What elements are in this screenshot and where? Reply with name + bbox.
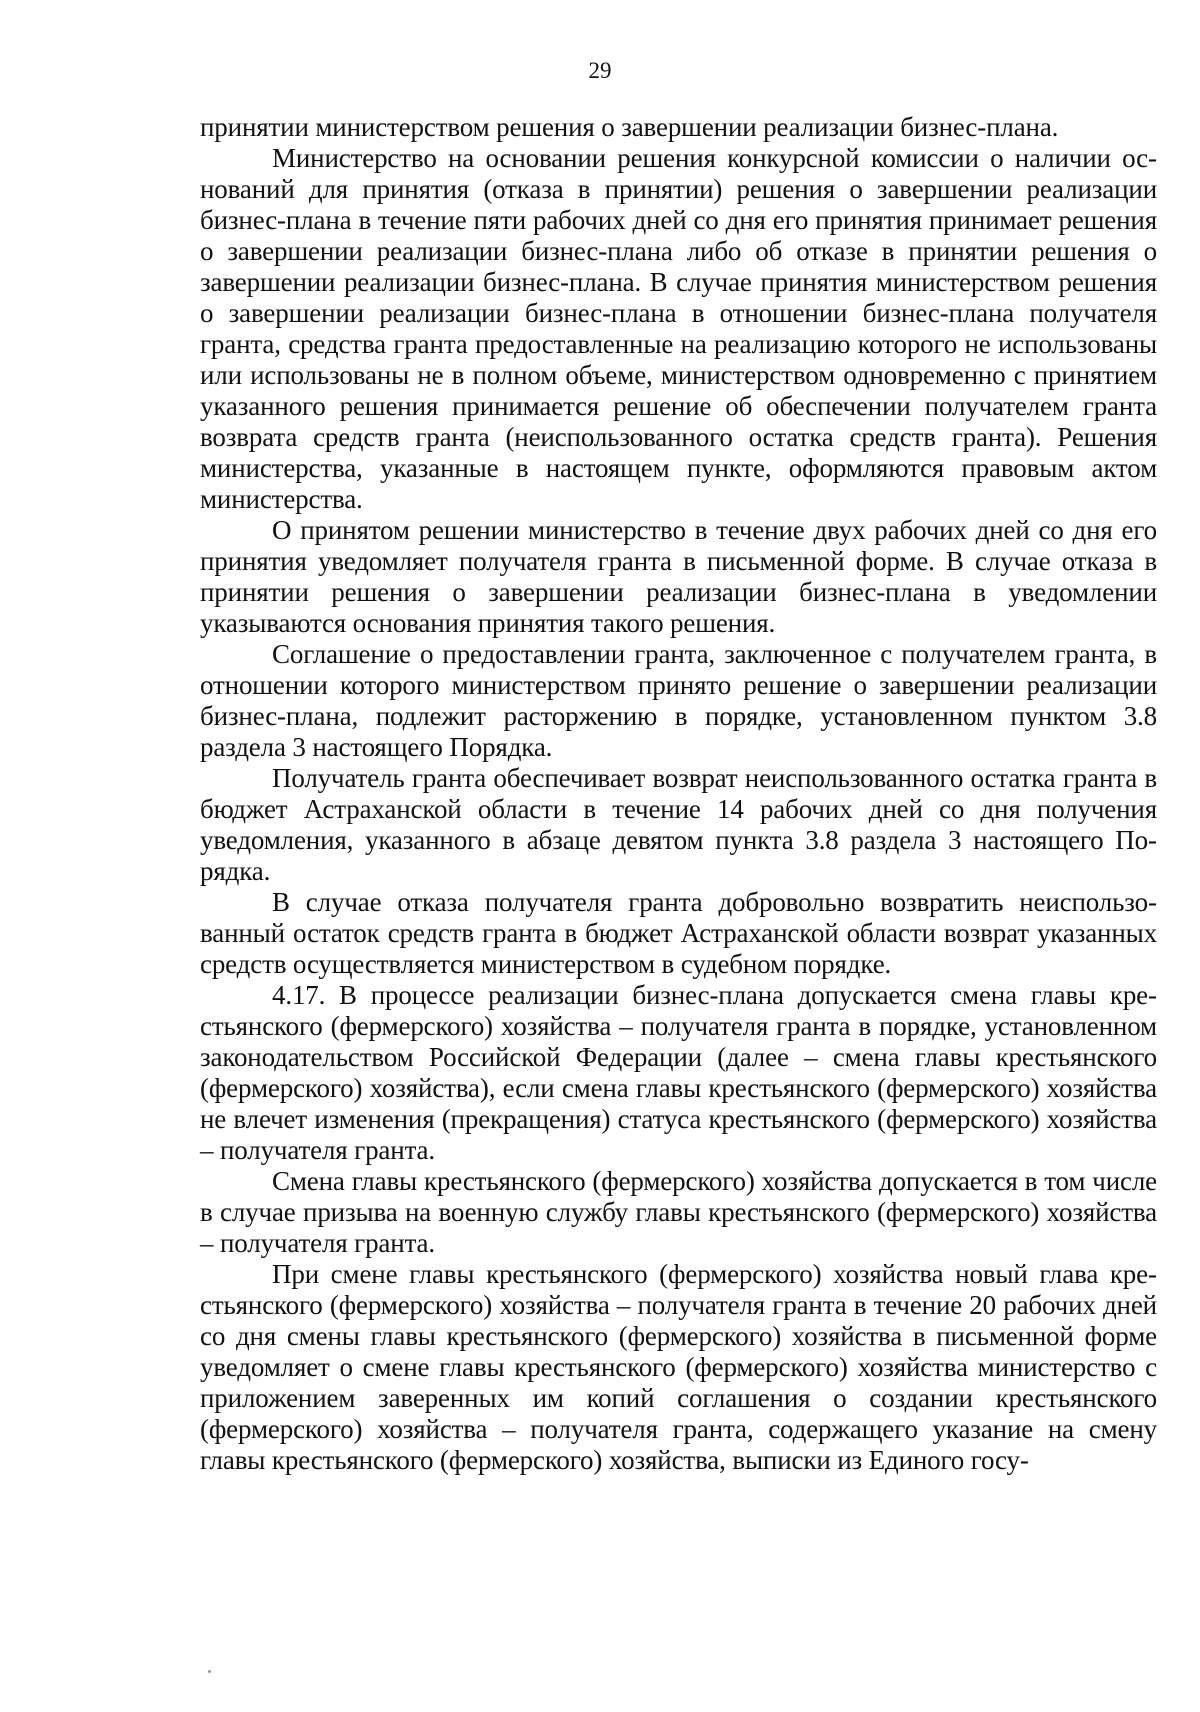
paragraph: Министерство на основании решения конкурсной комиссии о наличии оснований для принятия (отказа в принятии) решения о завершении реализации бизнес-плана в течение пяти рабочих дней со дня его принятия принимает решения о завершении реализации бизнес-плана либо об отказе в принятии решения о завершении реализации бизнес-плана. В случае принятия министерством решения о завершении реализации бизнес-плана в отношении бизнес-плана получателя гранта, средства гранта предоставленные на реализацию которого не использованы или использованы не в полном объеме, министерством одновременно с принятием указанного решения принимается решение об обеспечении получателем гранта возврата средств гранта (неиспользованного остатка средств гранта). Решения министерства, указанные в настоящем пункте, оформляются правовым актом министерства. (200, 143, 1157, 514)
paragraph: Получатель гранта обеспечивает возврат неиспользованного остатка гранта в бюджет Астраханской области в течение 14 рабочих дней со дня получения уведомления, указанного в абзаце девятом пункта 3.8 раздела 3 настоящего Порядка. (200, 763, 1157, 886)
paragraph: При смене главы крестьянского (фермерского) хозяйства новый глава крестьянского (фермерского) хозяйства – получателя гранта в течение 20 рабочих дней со дня смены главы крестьянского (фермерского) хозяйства в письменной форме уведомляет о смене главы крестьянского (фермерского) хозяйства министерство с приложением заверенных им копий соглашения о создании крестьянского (фермерского) хозяйства – получателя гранта, содержащего указание на смену главы крестьянского (фермерского) хозяйства, выписки из Единого госу- (200, 1259, 1157, 1475)
paragraph: О принятом решении министерство в течение двух рабочих дней со дня его принятия уведомляет получателя гранта в письменной форме. В случае отказа в принятии решения о завершении реализации бизнес-плана в уведомлении указываются основания принятия такого решения. (200, 515, 1157, 638)
paragraph: Смена главы крестьянского (фермерского) хозяйства допускается в том числе в случае призыва на военную службу главы крестьянского (фермерского) хозяйства – получателя гранта. (200, 1166, 1157, 1258)
page-number: 29 (588, 58, 612, 83)
document-body (200, 112, 1157, 1476)
paragraph-clause-4-17: 4.17. В процессе реализации бизнес-плана допускается смена главы крестьянского (фермерского) хозяйства – получателя гранта в порядке, установленном законодательством Российской Федерации (далее – смена главы крестьянского (фермерского) хозяйства), если смена главы крестьянского (фермерского) хозяйства не влечет изменения (прекращения) статуса крестьянского (фермерского) хозяйства – получателя гранта. (200, 980, 1157, 1165)
paragraph: В случае отказа получателя гранта добровольно возвратить неиспользованный остаток средств гранта в бюджет Астраханской области возврат указанных средств осуществляется министерством в судебном порядке. (200, 887, 1157, 979)
paragraph-continuation: принятии министерством решения о завершении реализации бизнес-плана. (200, 112, 1059, 142)
paragraph: Соглашение о предоставлении гранта, заключенное с получателем гранта, в отношении которого министерством принято решение о завершении реализации бизнес-плана, подлежит расторжению в порядке, установленном пунктом 3.8 раздела 3 настоящего Порядка. (200, 639, 1157, 762)
scan-artifact-dot (208, 1670, 211, 1673)
